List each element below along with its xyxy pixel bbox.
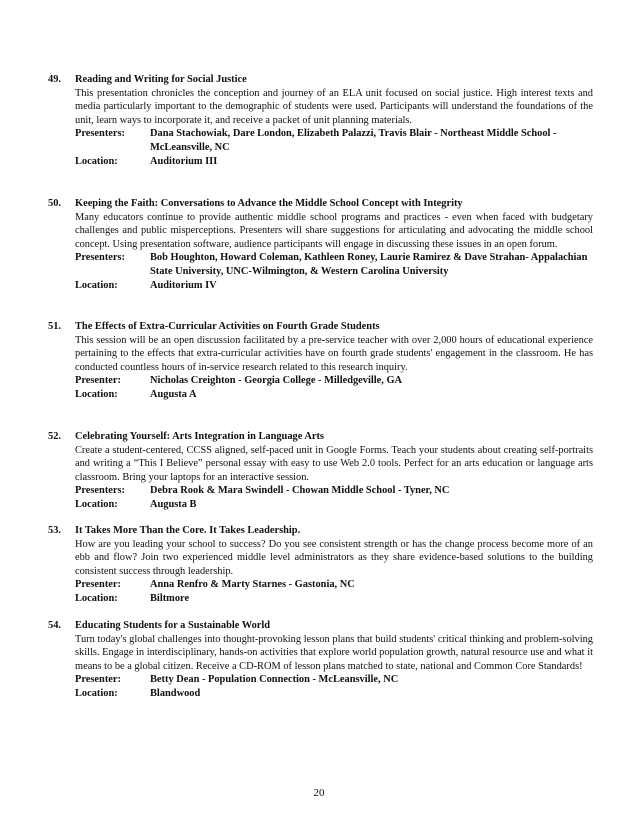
session-description: This presentation chronicles the conception and journey of an ELA unit focused on social justice. High interest texts and media particularly important to the demographic of students were used. Participants will understand the foundations of the unit, learn ways to incorporate it, and receive a packet of unit planning materials. (75, 87, 593, 126)
session-53 (48, 524, 593, 606)
presenters-value: Debra Rook & Mara Swindell - Chowan Middle School - Tyner, NC (150, 485, 450, 497)
session-number: 52. (48, 431, 61, 442)
session-number: 49. (48, 74, 61, 85)
session-description: This session will be an open discussion facilitated by a pre-service teacher with over 2,000 hours of educational experience pertaining to the effects that extra-curricular activities have on fourth grade students' engagement in the classroom. He has conducted countless hours of in-service research related to this research inquiry. (75, 334, 593, 373)
session-title: Educating Students for a Sustainable World (75, 620, 271, 631)
page-number: 20 (313, 787, 325, 799)
location-value: Auditorium III (150, 155, 218, 167)
session-number: 50. (48, 198, 61, 209)
location-label: Location: (75, 388, 118, 400)
location-row (75, 498, 593, 512)
session-description: Turn today's global challenges into thought-provoking lesson plans that build students' critical thinking and problem-solving skills. Engage in interdisciplinary, hands-on activities that explore world population growth, natural resource use and what it means to be a global citizen. Receive a CD-ROM of lesson plans matched to state, national and Common Core Standards! (75, 633, 593, 672)
session-description: How are you leading your school to success? Do you see consistent strength or has the change process become more of an ebb and flow? Join two experienced middle level administrators as they share evidence-based solutions to the building consistent success through leadership. (75, 538, 593, 577)
location-label: Location: (75, 592, 118, 604)
session-title: The Effects of Extra-Curricular Activities on Fourth Grade Students (75, 321, 380, 332)
location-value: Biltmore (150, 592, 190, 604)
presenters-row (75, 374, 593, 388)
location-value: Auditorium IV (150, 279, 217, 291)
location-row (75, 155, 593, 169)
session-50 (48, 197, 593, 292)
session-title: Reading and Writing for Social Justice (75, 74, 247, 85)
session-number: 53. (48, 525, 61, 536)
presenters-value: Dana Stachowiak, Dare London, Elizabeth Palazzi, Travis Blair - Northeast Middle School - McLeansville, NC (150, 128, 557, 153)
presenters-label: Presenters: (75, 128, 126, 140)
location-value: Augusta A (150, 388, 197, 400)
presenters-label: Presenter: (75, 375, 121, 387)
session-number: 51. (48, 321, 61, 332)
presenters-value: Betty Dean - Population Connection - McLeansville, NC (150, 674, 399, 686)
location-row (75, 592, 593, 606)
presenters-value: Nicholas Creighton - Georgia College - Milledgeville, GA (150, 375, 403, 387)
session-number: 54. (48, 620, 61, 631)
session-49 (48, 73, 593, 168)
presenters-label: Presenter: (75, 579, 121, 591)
presenters-row (75, 127, 593, 154)
location-value: Blandwood (150, 687, 201, 699)
session-description: Many educators continue to provide authentic middle school programs and practices - even when faced with budgetary challenges and public misperceptions. Presenters will share suggestions for articulating and advocating the middle school concept. Using presentation software, audience participants will engage in discussing these issues in an open forum. (75, 211, 593, 250)
presenters-value: Bob Houghton, Howard Coleman, Kathleen Roney, Laurie Ramirez & Dave Strahan- Appalachian State University, UNC-Wilmington, & Western Carolina University (150, 252, 588, 277)
session-title: Celebrating Yourself: Arts Integration in Language Arts (75, 431, 324, 442)
location-value: Augusta B (150, 498, 197, 510)
location-label: Location: (75, 498, 118, 510)
session-description: Create a student-centered, CCSS aligned, self-paced unit in Google Forms. Teach your students about creating self-portraits and writing a “This I Believe” personal essay with easy to use Web 2.0 tools. Perfect for an arts education or language arts classroom. Bring your laptops for an interactive session. (75, 444, 593, 483)
presenters-value: Anna Renfro & Marty Starnes - Gastonia, NC (150, 579, 355, 591)
location-row (75, 279, 593, 293)
session-title: It Takes More Than the Core. It Takes Leadership. (75, 525, 301, 536)
session-title: Keeping the Faith: Conversations to Advance the Middle School Concept with Integrity (75, 198, 463, 209)
location-label: Location: (75, 155, 118, 167)
presenters-label: Presenters: (75, 252, 126, 264)
session-54 (48, 619, 593, 701)
presenters-label: Presenter: (75, 674, 121, 686)
presenters-row (75, 484, 593, 498)
location-row (75, 687, 593, 701)
presenters-row (75, 673, 593, 687)
session-51 (48, 320, 593, 402)
presenters-label: Presenters: (75, 485, 126, 497)
location-row (75, 388, 593, 402)
session-52 (48, 430, 593, 512)
location-label: Location: (75, 687, 118, 699)
location-label: Location: (75, 279, 118, 291)
presenters-row (75, 251, 593, 278)
presenters-row (75, 578, 593, 592)
